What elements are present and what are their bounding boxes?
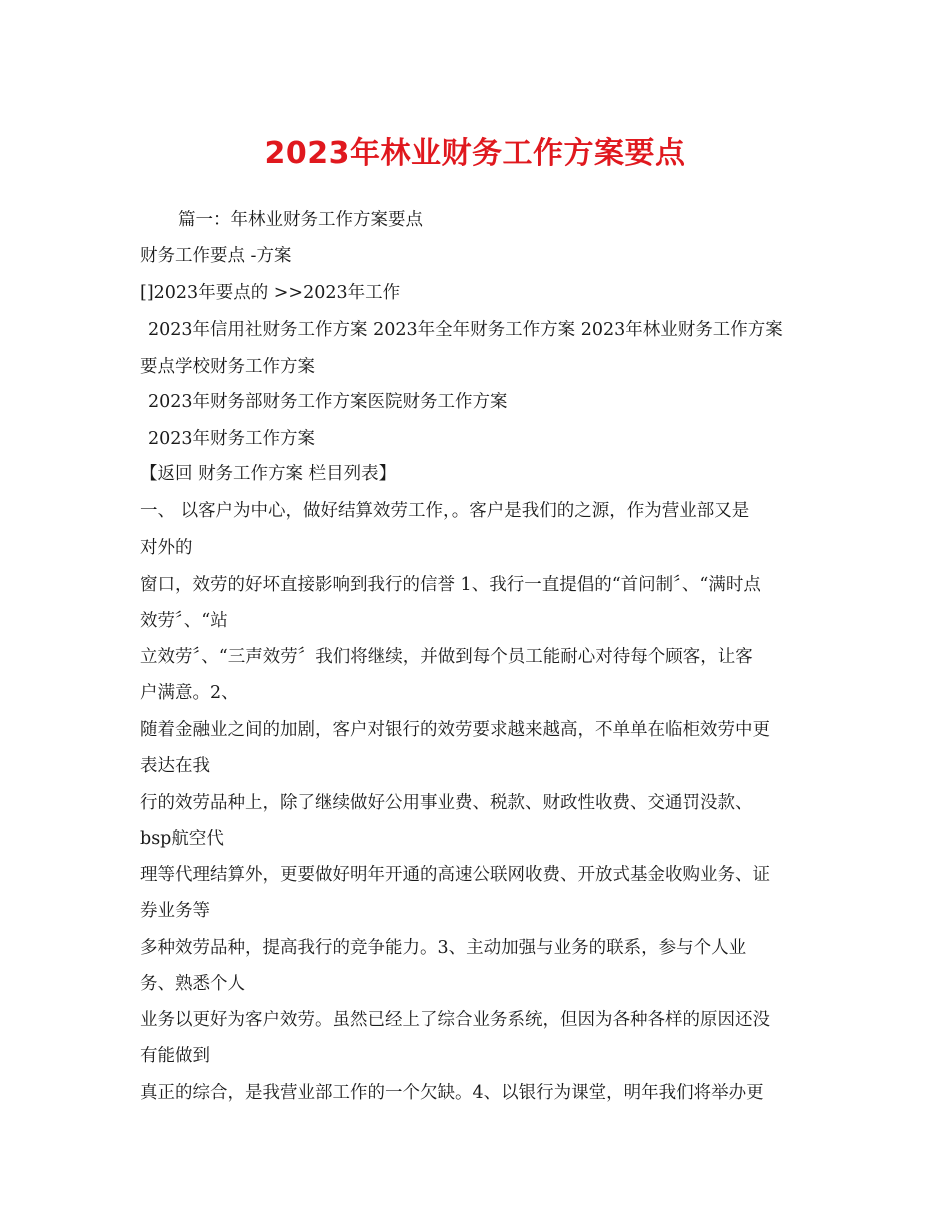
paragraph-line-19: 理等代理结算外，更要做好明年开通的高速公联网收费、开放式基金收购业务、证 bbox=[140, 865, 770, 885]
paragraph-line-22: 务、熟悉个人 bbox=[140, 974, 245, 994]
paragraph-line-13: 立效劳〞、“三声效劳〞我们将继续，并做到每个员工能耐心对待每个顾客，让客 bbox=[140, 647, 753, 667]
paragraph-line-8: 【返回 财务工作方案 栏目列表】 bbox=[140, 464, 397, 484]
paragraph-line-6: 2023年财务部财务工作方案医院财务工作方案 bbox=[148, 392, 508, 412]
paragraph-line-15: 随着金融业之间的加剧，客户对银行的效劳要求越来越高，不单单在临柜效劳中更 bbox=[140, 720, 770, 740]
paragraph-line-24: 有能做到 bbox=[140, 1046, 210, 1066]
paragraph-line-7: 2023年财务工作方案 bbox=[148, 429, 316, 449]
paragraph-line-10: 对外的 bbox=[140, 538, 193, 558]
paragraph-line-18: bsp航空代 bbox=[140, 829, 224, 849]
paragraph-line-23: 业务以更好为客户效劳。虽然已经上了综合业务系统，但因为各种各样的原因还没 bbox=[140, 1010, 770, 1030]
paragraph-line-3: []2023年要点的 >>2023年工作 bbox=[140, 283, 401, 303]
paragraph-line-14: 户满意。2、 bbox=[140, 683, 239, 703]
paragraph-line-5: 要点学校财务工作方案 bbox=[140, 357, 315, 377]
paragraph-line-25: 真正的综合，是我营业部工作的一个欠缺。4、以银行为课堂，明年我们将举办更 bbox=[140, 1083, 764, 1103]
paragraph-line-11: 窗口，效劳的好坏直接影响到我行的信誉 1、我行一直提倡的“首问制〞、“满时点 bbox=[140, 575, 761, 595]
paragraph-line-21: 多种效劳品种，提高我行的竞争能力。3、主动加强与业务的联系，参与个人业 bbox=[140, 938, 747, 958]
paragraph-line-16: 表达在我 bbox=[140, 756, 210, 776]
paragraph-line-20: 券业务等 bbox=[140, 901, 210, 921]
paragraph-line-9: 一、 以客户为中心，做好结算效劳工作，。客户是我们的之源，作为营业部又是 bbox=[140, 501, 750, 521]
document-title: 2023年林业财务工作方案要点 bbox=[264, 136, 686, 171]
paragraph-line-12: 效劳〞、“站 bbox=[140, 611, 228, 631]
paragraph-line-17: 行的效劳品种上，除了继续做好公用事业费、税款、财政性收费、交通罚没款、 bbox=[140, 793, 753, 813]
paragraph-line-2: 财务工作要点 -方案 bbox=[140, 246, 292, 266]
paragraph-line-4: 2023年信用社财务工作方案 2023年全年财务工作方案 2023年林业财务工作方案 bbox=[148, 320, 783, 340]
paragraph-line-1: 篇一：年林业财务工作方案要点 bbox=[178, 210, 423, 230]
